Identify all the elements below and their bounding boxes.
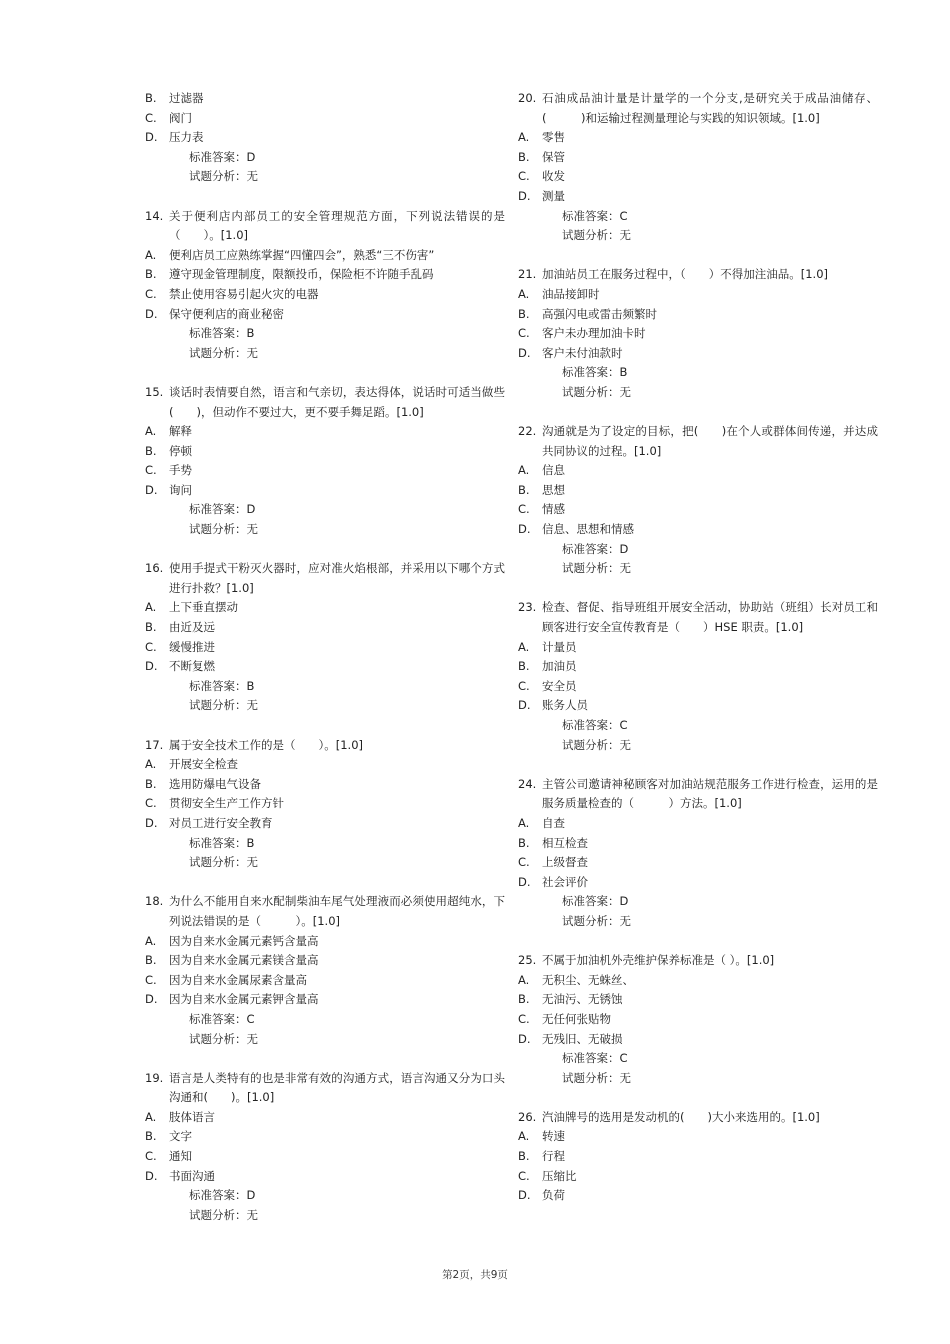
question-text: 为什么不能用自来水配制柴油车尾气处理液而必须使用超纯水，下列说法错误的是（ ）。[1.0] xyxy=(169,894,505,928)
standard-answer: 标准答案：B xyxy=(189,835,255,850)
question-analysis: 试题分析：无 xyxy=(562,1070,631,1085)
option xyxy=(518,481,878,501)
option-letter: C. xyxy=(145,286,157,301)
standard-answer: 标准答案：C xyxy=(562,208,628,223)
option-letter: A. xyxy=(518,639,530,654)
left-question-list xyxy=(145,207,505,1226)
option-letter: C. xyxy=(518,502,530,517)
option xyxy=(145,657,505,677)
standard-answer: 标准答案：B xyxy=(562,365,628,380)
option-text: 思想 xyxy=(542,482,565,497)
question-analysis: 试题分析：无 xyxy=(189,169,258,184)
question-number: 22. xyxy=(518,424,537,439)
option-text: 上级督查 xyxy=(542,855,588,870)
question-item xyxy=(518,951,878,1088)
option-letter: D. xyxy=(518,874,531,889)
question-analysis: 试题分析：无 xyxy=(189,698,258,713)
standard-answer: 标准答案：D xyxy=(189,1188,256,1203)
option-letter: D. xyxy=(145,130,158,145)
question-text: 属于安全技术工作的是（ ）。[1.0] xyxy=(169,737,364,752)
option xyxy=(145,618,505,638)
option-text: 上下垂直摆动 xyxy=(169,600,238,615)
question-item xyxy=(145,207,505,364)
option xyxy=(518,324,878,344)
option xyxy=(518,128,878,148)
option-text: 自查 xyxy=(542,815,565,830)
question-stem xyxy=(518,951,878,971)
option-letter: D. xyxy=(518,345,531,360)
question-item xyxy=(145,1069,505,1226)
option-letter: B. xyxy=(518,1149,530,1164)
option-text: 压力表 xyxy=(169,130,204,145)
question-item xyxy=(518,89,878,246)
standard-answer: 标准答案：C xyxy=(562,1051,628,1066)
option xyxy=(145,932,505,952)
option-text: 阀门 xyxy=(169,110,192,125)
option xyxy=(518,305,878,325)
option-letter: A. xyxy=(518,130,530,145)
option-letter: D. xyxy=(518,698,531,713)
question-stem xyxy=(518,265,878,285)
option-text: 计量员 xyxy=(542,639,577,654)
option-text: 遵守现金管理制度，限额投币，保险柜不许随手乱码 xyxy=(169,267,434,282)
option-text: 因为自来水金属元素钙含量高 xyxy=(169,933,319,948)
option xyxy=(145,990,505,1010)
option xyxy=(145,814,505,834)
option xyxy=(518,696,878,716)
option xyxy=(518,1167,878,1187)
option-text: 安全员 xyxy=(542,678,577,693)
option-text: 账务人员 xyxy=(542,698,588,713)
question-number: 18. xyxy=(145,894,164,909)
option-letter: A. xyxy=(145,247,157,262)
option-letter: C. xyxy=(145,972,157,987)
option xyxy=(145,305,505,325)
option-text: 压缩比 xyxy=(542,1168,577,1183)
question-stem xyxy=(518,89,878,128)
option-text: 负荷 xyxy=(542,1188,565,1203)
option-text: 对员工进行安全教育 xyxy=(169,815,273,830)
option-letter: D. xyxy=(145,482,158,497)
option xyxy=(518,500,878,520)
option xyxy=(145,951,505,971)
option-letter: A. xyxy=(145,424,157,439)
question-stem xyxy=(145,892,505,931)
question-text: 石油成品油计量是计量学的一个分支,是研究关于成品油储存、( )和运输过程测量理论与实践的知识领域。[1.0] xyxy=(542,91,878,125)
question-analysis: 试题分析：无 xyxy=(562,228,631,243)
option xyxy=(518,657,878,677)
option-text: 相互检查 xyxy=(542,835,588,850)
option-letter: A. xyxy=(518,463,530,478)
option-text: 收发 xyxy=(542,169,565,184)
question-13-continuation xyxy=(145,89,505,187)
option-letter: B. xyxy=(518,992,530,1007)
option-letter: D. xyxy=(518,1188,531,1203)
standard-answer: 标准答案：D xyxy=(189,149,256,164)
option xyxy=(518,873,878,893)
option-text: 因为自来水金属尿素含量高 xyxy=(169,972,307,987)
option xyxy=(518,1127,878,1147)
option-text: 客户未办理加油卡时 xyxy=(542,326,646,341)
option-text: 停顿 xyxy=(169,443,192,458)
option-text: 情感 xyxy=(542,502,565,517)
option-letter: A. xyxy=(145,757,157,772)
right-question-list xyxy=(518,89,878,1206)
question-analysis: 试题分析：无 xyxy=(189,1031,258,1046)
question-analysis: 试题分析：无 xyxy=(562,561,631,576)
standard-answer: 标准答案：D xyxy=(189,502,256,517)
question-stem xyxy=(518,422,878,461)
option xyxy=(518,187,878,207)
option xyxy=(145,422,505,442)
question-item xyxy=(145,736,505,873)
option-letter: A. xyxy=(518,972,530,987)
question-stem xyxy=(145,736,505,756)
option-letter: D. xyxy=(518,1031,531,1046)
option-letter: A. xyxy=(145,600,157,615)
standard-answer: 标准答案：C xyxy=(562,718,628,732)
question-item xyxy=(145,559,505,716)
option-letter: B. xyxy=(518,659,530,674)
question-number: 25. xyxy=(518,953,537,968)
option xyxy=(145,1127,505,1147)
option-text: 转速 xyxy=(542,1129,565,1144)
question-text: 不属于加油机外壳维护保养标准是（ ）。[1.0] xyxy=(542,953,775,968)
question-number: 23. xyxy=(518,600,537,615)
question-item xyxy=(145,383,505,540)
option-text: 无任何张贴物 xyxy=(542,1011,611,1026)
option-text: 因为自来水金属元素镁含量高 xyxy=(169,953,319,968)
option xyxy=(518,814,878,834)
option-letter: D. xyxy=(518,522,531,537)
option-text: 肢体语言 xyxy=(169,1109,215,1124)
option-text: 信息、思想和情感 xyxy=(542,522,634,537)
option-text: 贯彻安全生产工作方针 xyxy=(169,796,284,811)
option xyxy=(518,638,878,658)
question-analysis: 试题分析：无 xyxy=(562,913,631,928)
option-text: 无积尘、无蛛丝、 xyxy=(542,972,634,987)
option-letter: C. xyxy=(518,1011,530,1026)
option-letter: C. xyxy=(145,463,157,478)
option-letter: C. xyxy=(145,110,157,125)
option-letter: A. xyxy=(145,933,157,948)
option-letter: D. xyxy=(145,815,158,830)
question-text: 语言是人类特有的也是非常有效的沟通方式，语言沟通又分为口头沟通和( )。[1.0] xyxy=(169,1070,505,1105)
question-stem xyxy=(145,383,505,422)
option-text: 客户未付油款时 xyxy=(542,345,623,360)
option xyxy=(145,481,505,501)
option-text: 零售 xyxy=(542,130,565,145)
option-text: 高强闪电或雷击频繁时 xyxy=(542,306,657,321)
option-text: 通知 xyxy=(169,1149,192,1164)
option-letter: D. xyxy=(518,188,531,203)
question-number: 19. xyxy=(145,1070,164,1085)
option-letter: A. xyxy=(145,1109,157,1124)
option xyxy=(145,265,505,285)
option-letter: B. xyxy=(145,443,157,458)
option-letter: A. xyxy=(518,286,530,301)
option-letter: B. xyxy=(145,953,157,968)
option-text: 信息 xyxy=(542,463,565,478)
option-text: 选用防爆电气设备 xyxy=(169,776,261,791)
option xyxy=(145,1108,505,1128)
option xyxy=(518,344,878,364)
option-letter: B. xyxy=(145,1129,157,1144)
option xyxy=(145,755,505,775)
option-letter: B. xyxy=(145,620,157,635)
option xyxy=(145,638,505,658)
question-analysis: 试题分析：无 xyxy=(189,345,258,360)
option xyxy=(518,148,878,168)
option-text: 因为自来水金属元素钾含量高 xyxy=(169,992,319,1007)
option-text: 保管 xyxy=(542,149,565,164)
question-stem xyxy=(518,1108,878,1128)
page-footer: 第2页，共9页 xyxy=(442,1269,508,1281)
option-letter: C. xyxy=(518,678,530,693)
question-text: 关于便利店内部员工的安全管理规范方面，下列说法错误的是（ ）。[1.0] xyxy=(169,208,505,243)
option-letter: C. xyxy=(145,796,157,811)
option-letter: C. xyxy=(145,639,157,654)
option xyxy=(145,442,505,462)
option xyxy=(518,1030,878,1050)
option xyxy=(518,677,878,697)
option-letter: A. xyxy=(518,1129,530,1144)
question-analysis: 试题分析：无 xyxy=(189,855,258,870)
option-text: 禁止使用容易引起火灾的电器 xyxy=(169,286,319,301)
option xyxy=(145,598,505,618)
question-item xyxy=(518,265,878,402)
option-letter: B. xyxy=(518,149,530,164)
standard-answer: 标准答案：D xyxy=(562,894,629,909)
question-text: 沟通就是为了设定的目标，把( )在个人或群体间传递，并达成共同协议的过程。[1.0] xyxy=(542,424,878,458)
option-text: 书面沟通 xyxy=(169,1168,215,1183)
option-text: 文字 xyxy=(169,1129,192,1144)
option-text: 社会评价 xyxy=(542,874,588,889)
standard-answer: 标准答案：C xyxy=(189,1011,255,1026)
option-text: 询问 xyxy=(169,482,192,497)
option-letter: B. xyxy=(518,482,530,497)
option-letter: B. xyxy=(518,835,530,850)
left-column xyxy=(145,89,505,1245)
option-letter: A. xyxy=(518,815,530,830)
option xyxy=(518,461,878,481)
option xyxy=(518,971,878,991)
option xyxy=(518,1010,878,1030)
option-letter: C. xyxy=(518,169,530,184)
option xyxy=(145,89,505,109)
option-letter: C. xyxy=(518,326,530,341)
question-stem xyxy=(145,207,505,246)
option-letter: C. xyxy=(145,1149,157,1164)
option-letter: B. xyxy=(518,306,530,321)
option xyxy=(518,1186,878,1206)
option-text: 测量 xyxy=(542,188,565,203)
option xyxy=(145,461,505,481)
option xyxy=(145,794,505,814)
question-text: 汽油牌号的选用是发动机的( )大小来选用的。[1.0] xyxy=(542,1109,820,1124)
standard-answer: 标准答案：B xyxy=(189,326,255,341)
option-text: 过滤器 xyxy=(169,91,204,105)
question-number: 26. xyxy=(518,1109,537,1124)
option-text: 无残旧、无破损 xyxy=(542,1031,623,1046)
option-letter: B. xyxy=(145,776,157,791)
option-text: 油品接卸时 xyxy=(542,286,600,301)
option-text: 手势 xyxy=(169,463,192,478)
option-text: 加油员 xyxy=(542,659,577,674)
option xyxy=(518,853,878,873)
question-stem xyxy=(518,775,878,814)
option xyxy=(145,971,505,991)
option-text: 无油污、无锈蚀 xyxy=(542,992,623,1007)
option xyxy=(145,109,505,129)
option-text: 行程 xyxy=(542,1149,565,1164)
option-letter: D. xyxy=(145,659,158,674)
option-text: 便利店员工应熟练掌握“四懂四会”，熟悉“三不伤害” xyxy=(169,247,435,262)
question-analysis: 试题分析：无 xyxy=(189,522,258,537)
question-text: 主管公司邀请神秘顾客对加油站规范服务工作进行检查，运用的是服务质量检查的（ ）方法。[1.0] xyxy=(542,776,878,811)
option xyxy=(145,775,505,795)
option xyxy=(145,1147,505,1167)
question-item xyxy=(518,422,878,579)
option-letter: B. xyxy=(145,267,157,282)
question-text: 谈话时表情要自然，语言和气亲切，表达得体，说话时可适当做些( )，但动作不要过大，更不要手舞足蹈。[1.0] xyxy=(169,384,505,419)
question-item xyxy=(145,892,505,1049)
option xyxy=(145,246,505,266)
option-text: 保守便利店的商业秘密 xyxy=(169,306,284,321)
option xyxy=(145,285,505,305)
option-letter: D. xyxy=(145,1168,158,1183)
option xyxy=(518,520,878,540)
question-stem xyxy=(145,559,505,598)
option xyxy=(145,1167,505,1187)
question-item xyxy=(518,1108,878,1206)
option xyxy=(518,990,878,1010)
question-stem xyxy=(145,1069,505,1108)
standard-answer: 标准答案：D xyxy=(562,541,629,556)
question-item xyxy=(518,775,878,932)
question-analysis: 试题分析：无 xyxy=(562,737,631,752)
question-number: 16. xyxy=(145,561,164,576)
question-number: 15. xyxy=(145,384,164,399)
question-text: 加油站员工在服务过程中，（ ）不得加注油品。[1.0] xyxy=(542,267,829,282)
question-text: 检查、督促、指导班组开展安全活动，协助站（班组）长对员工和顾客进行安全宣传教育是（ ）HSE 职责。[1.0] xyxy=(542,600,878,635)
option-text: 不断复燃 xyxy=(169,659,215,674)
question-number: 17. xyxy=(145,737,164,752)
question-number: 21. xyxy=(518,267,537,282)
option-letter: C. xyxy=(518,855,530,870)
option-text: 解释 xyxy=(169,424,192,439)
option-letter: D. xyxy=(145,306,158,321)
right-column xyxy=(518,89,878,1225)
option xyxy=(518,1147,878,1167)
question-item xyxy=(518,598,878,755)
question-analysis: 试题分析：无 xyxy=(189,1207,258,1222)
question-number: 20. xyxy=(518,91,537,105)
option-text: 开展安全检查 xyxy=(169,757,238,772)
option-letter: D. xyxy=(145,992,158,1007)
standard-answer: 标准答案：B xyxy=(189,678,255,693)
question-text: 使用手提式干粉灭火器时，应对准火焰根部，并采用以下哪个方式进行扑救？[1.0] xyxy=(169,561,505,595)
option-letter: B. xyxy=(145,91,157,105)
question-stem xyxy=(518,598,878,637)
question-number: 24. xyxy=(518,776,537,791)
option-letter: C. xyxy=(518,1168,530,1183)
option-text: 由近及远 xyxy=(169,620,215,635)
option xyxy=(518,834,878,854)
option xyxy=(145,128,505,148)
option-text: 缓慢推进 xyxy=(169,639,215,654)
option xyxy=(518,285,878,305)
question-analysis: 试题分析：无 xyxy=(562,384,631,399)
option xyxy=(518,167,878,187)
question-number: 14. xyxy=(145,208,164,223)
